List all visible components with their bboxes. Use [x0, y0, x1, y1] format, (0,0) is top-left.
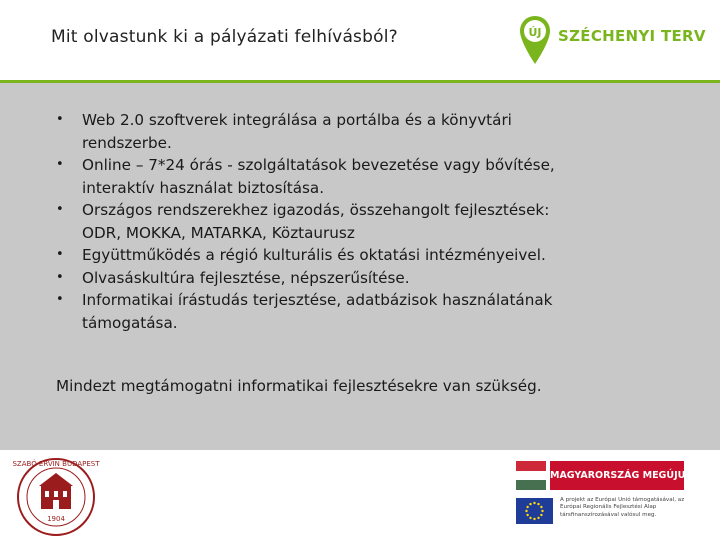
magyarorszag-megujul-logo: [516, 461, 692, 490]
bullet-icon: •: [56, 112, 64, 127]
library-seal-logo: [10, 456, 102, 538]
seal-text: SZABÓ ERVIN BUDAPEST: [12, 460, 100, 468]
bullet-icon: •: [56, 157, 64, 172]
szechenyi-terv-logo: [518, 14, 718, 70]
content-panel: [0, 83, 720, 450]
slide-footer: [0, 450, 720, 540]
mm-logo-text: MAGYARORSZÁG MEGÚJUL: [550, 461, 684, 490]
seal-year: 1904: [47, 515, 65, 523]
list-item: [57, 289, 697, 334]
bullet-text-line1: Web 2.0 szoftverek integrálása a portálba és a könyvtári: [82, 111, 512, 129]
logo-mark: ÚJ: [528, 26, 542, 39]
summary-text: Mindezt megtámogatni informatikai fejlesztésekre van szükség.: [56, 377, 542, 395]
bullet-text-line1: Együttműködés a régió kulturális és oktatási intézményeivel.: [82, 246, 546, 264]
slide-header: [0, 0, 720, 80]
list-item: [57, 199, 697, 244]
bullet-icon: •: [56, 292, 64, 307]
eu-flag-icon: [516, 498, 553, 524]
bullet-list: [57, 109, 697, 334]
list-item: [57, 109, 697, 154]
hungarian-flag-icon: [516, 461, 546, 490]
bullet-icon: •: [56, 202, 64, 217]
bullet-text-line2: támogatása.: [82, 313, 178, 332]
bullet-text-line1: Országos rendszerekhez igazodás, összehangolt fejlesztések:: [82, 201, 550, 219]
bullet-icon: •: [56, 247, 64, 262]
bullet-text-line1: Informatikai írástudás terjesztése, adatbázisok használatának: [82, 291, 553, 309]
bullet-text-line2: interaktív használat biztosítása.: [82, 178, 325, 197]
bullet-text-line2: ODR, MOKKA, MATARKA, Köztaurusz: [82, 223, 355, 242]
bullet-icon: •: [56, 269, 64, 285]
bullet-text-line2: rendszerbe.: [82, 133, 172, 152]
bullet-text-line1: Olvasáskultúra fejlesztése, népszerűsítése.: [82, 268, 410, 287]
logo-text: SZÉCHENYI TERV: [558, 27, 706, 45]
slide-title: Mit olvastunk ki a pályázati felhívásból?: [51, 27, 398, 47]
map-pin-icon: [518, 14, 552, 66]
list-item: [57, 154, 697, 199]
eu-funding-text: A projekt az Európai Unió támogatásával, az Európai Regionális Fejlesztési Alap társfinanszírozásával valósul meg.: [560, 497, 685, 518]
list-item: [57, 244, 697, 267]
list-item: [57, 267, 697, 290]
bullet-text-line1: Online – 7*24 órás - szolgáltatások bevezetése vagy bővítése,: [82, 156, 555, 174]
